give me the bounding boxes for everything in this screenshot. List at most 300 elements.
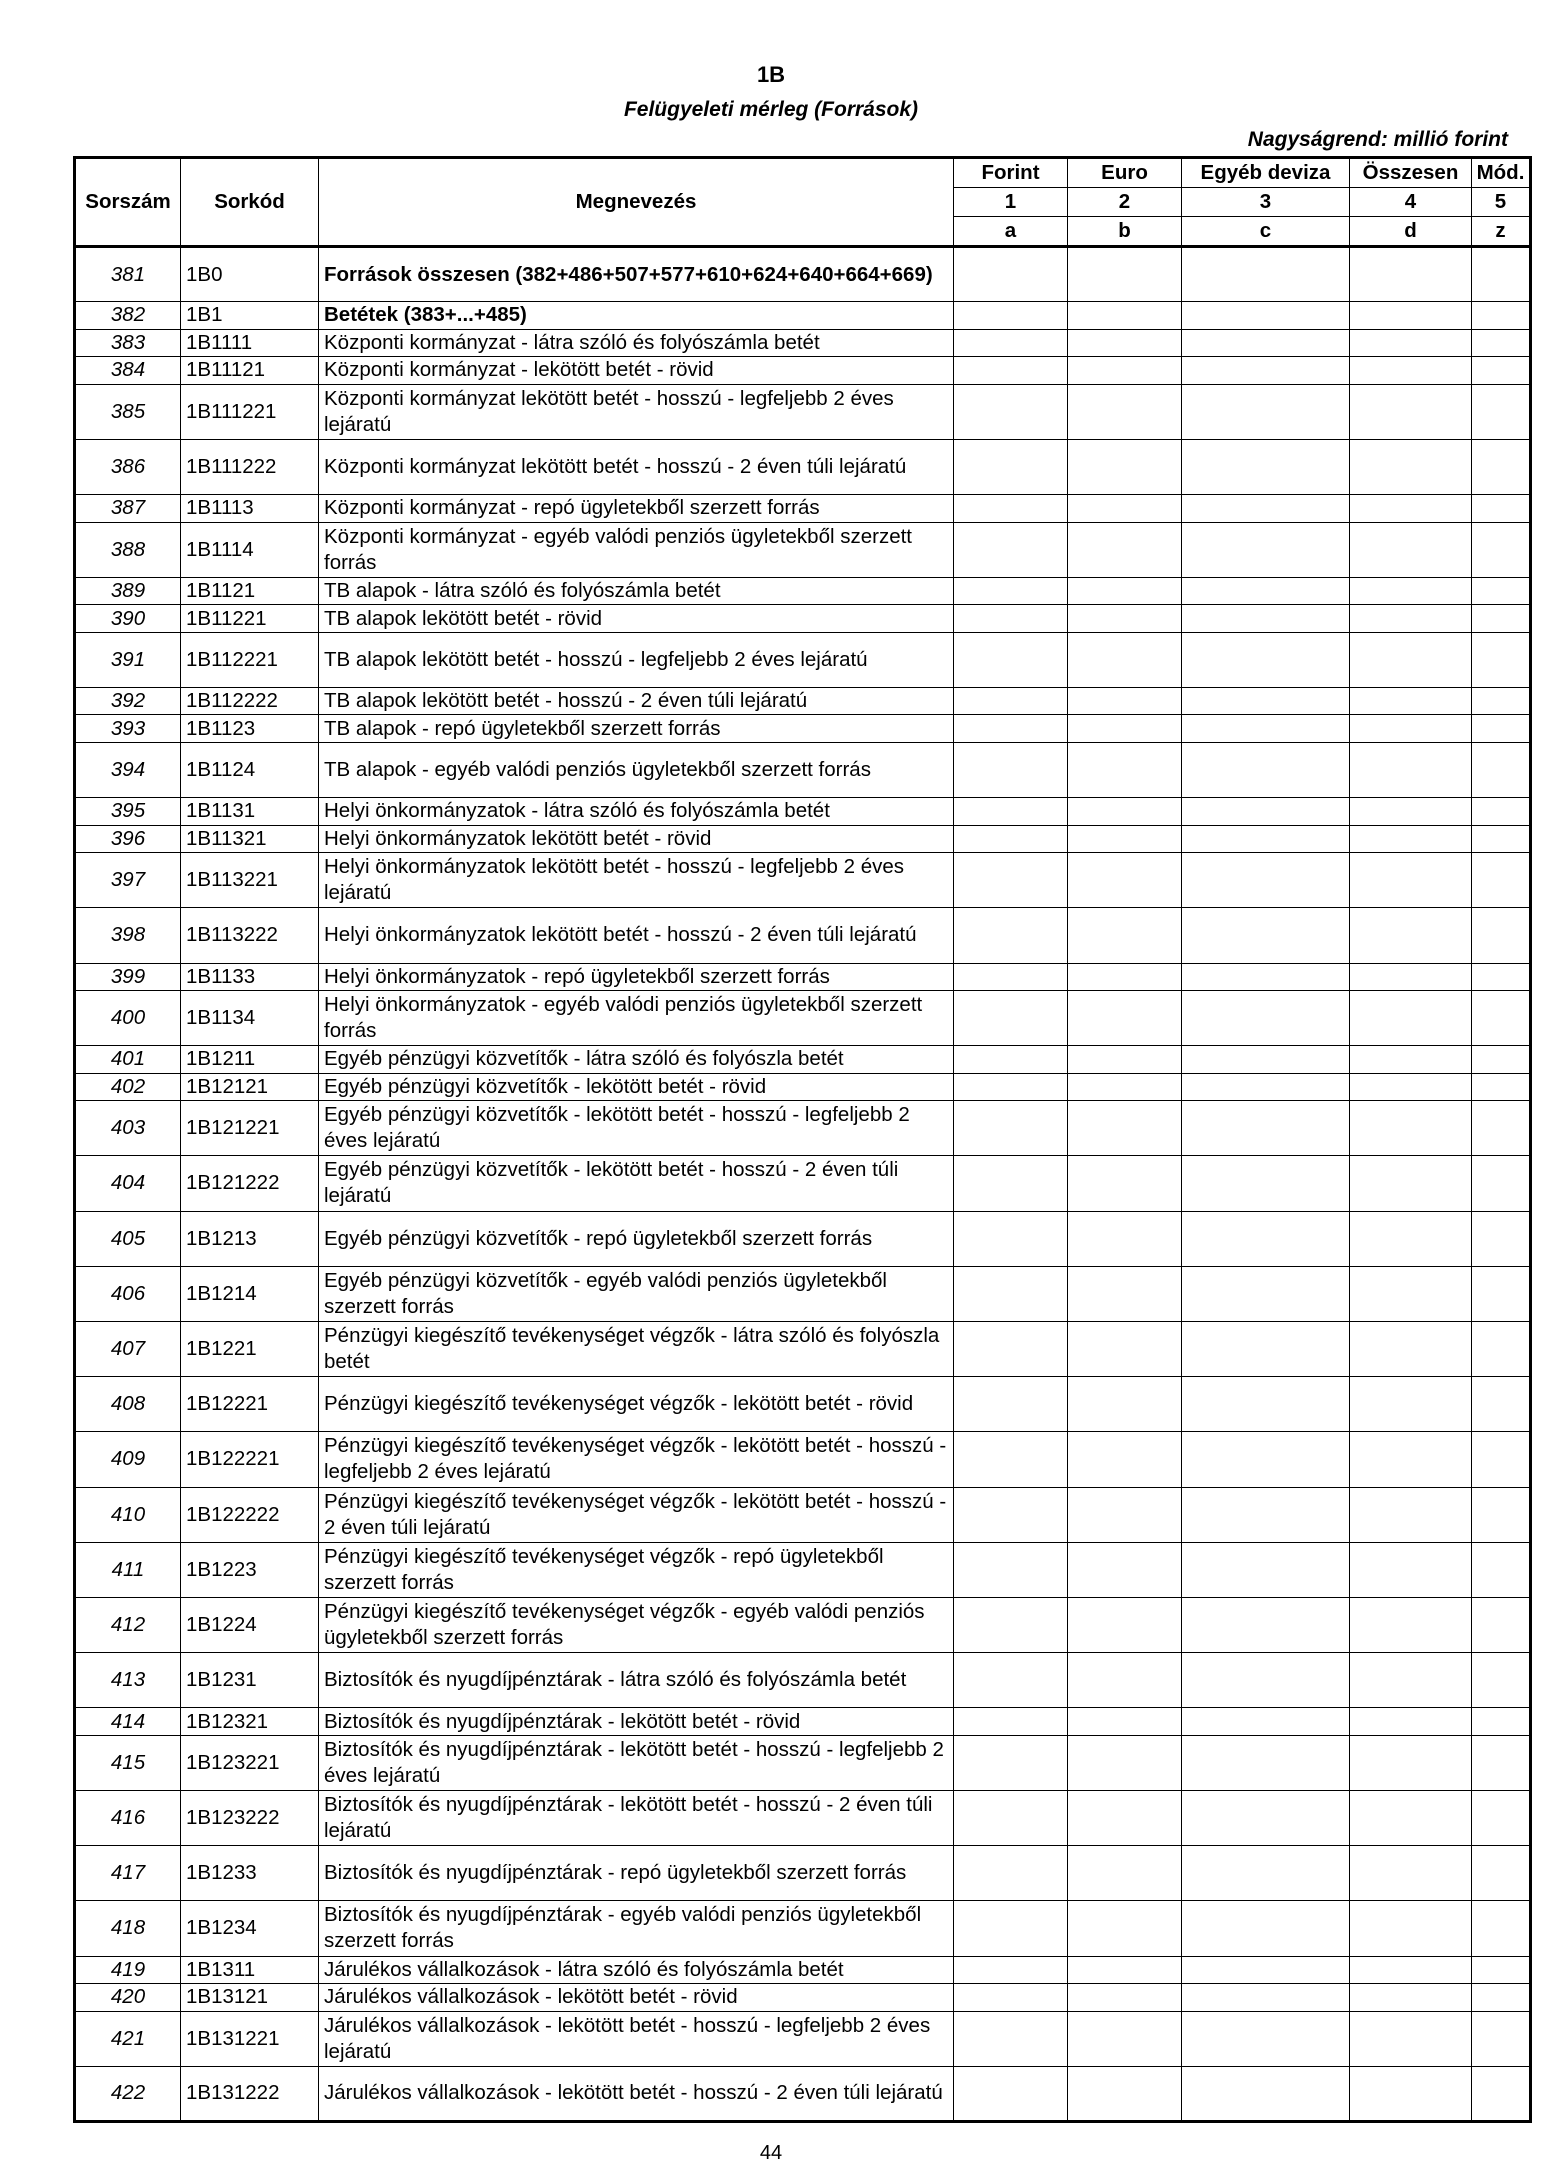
value-cell[interactable] [1472,1046,1531,1074]
row-name: Biztosítók és nyugdíjpénztárak - egyéb valódi penziós ügyletekből szerzett forrás [319,1901,954,1956]
value-cell[interactable] [954,1901,1068,1956]
value-cell[interactable] [954,1790,1068,1845]
row-name: Központi kormányzat - látra szóló és folyószámla betét [319,329,954,357]
value-cell[interactable] [1472,522,1531,577]
row-code: 1B113221 [181,853,319,908]
value-cell[interactable] [954,1432,1068,1487]
value-cell[interactable] [1182,605,1350,633]
row-number: 415 [75,1735,181,1790]
row-code: 1B131221 [181,2011,319,2066]
table-row [75,439,1531,494]
value-cell[interactable] [1182,1956,1350,1984]
value-cell[interactable] [1068,1156,1182,1211]
row-number: 396 [75,825,181,853]
row-code: 1B121221 [181,1101,319,1156]
value-cell[interactable] [1068,1597,1182,1652]
row-code: 1B121222 [181,1156,319,1211]
value-cell[interactable] [1182,247,1350,302]
unit-label: Nagyságrend: millió forint [1247,128,1508,151]
value-cell[interactable] [1472,247,1531,302]
value-cell[interactable] [1068,991,1182,1046]
value-cell[interactable] [1182,991,1350,1046]
value-cell[interactable] [1350,2066,1472,2121]
header-osszesen: Összesen [1350,158,1472,188]
table-row [75,1708,1531,1736]
value-cell[interactable] [1182,632,1350,687]
row-code: 1B1114 [181,522,319,577]
table-row [75,1377,1531,1432]
value-cell[interactable] [1068,715,1182,743]
value-cell[interactable] [1472,302,1531,330]
header-letter: z [1472,217,1531,247]
value-cell[interactable] [1182,1597,1350,1652]
row-code: 1B131222 [181,2066,319,2121]
value-cell[interactable] [954,1653,1068,1708]
value-cell[interactable] [1068,1321,1182,1376]
row-name: Pénzügyi kiegészítő tevékenységet végzők - egyéb valódi penziós ügyletekből szerzett forrás [319,1597,954,1652]
value-cell[interactable] [1068,1708,1182,1736]
table-code: 1B [756,62,786,87]
value-cell[interactable] [1350,908,1472,963]
value-cell[interactable] [1182,908,1350,963]
row-code: 1B1224 [181,1597,319,1652]
value-cell[interactable] [1472,632,1531,687]
value-cell[interactable] [1182,1211,1350,1266]
value-cell[interactable] [954,825,1068,853]
value-cell[interactable] [954,1542,1068,1597]
table-row [75,825,1531,853]
value-cell[interactable] [1472,1653,1531,1708]
row-number: 391 [75,632,181,687]
value-cell[interactable] [954,798,1068,826]
value-cell[interactable] [1350,1101,1472,1156]
value-cell[interactable] [954,1073,1068,1101]
value-cell[interactable] [1350,715,1472,743]
row-number: 412 [75,1597,181,1652]
value-cell[interactable] [1472,1790,1531,1845]
value-cell[interactable] [1472,687,1531,715]
value-cell[interactable] [1472,384,1531,439]
row-number: 383 [75,329,181,357]
table-row [75,2011,1531,2066]
value-cell[interactable] [1350,1073,1472,1101]
value-cell[interactable] [1350,247,1472,302]
value-cell[interactable] [1350,2011,1472,2066]
value-cell[interactable] [1472,357,1531,385]
row-code: 1B122222 [181,1487,319,1542]
value-cell[interactable] [954,742,1068,797]
value-cell[interactable] [1182,1156,1350,1211]
value-cell[interactable] [1182,1321,1350,1376]
value-cell[interactable] [1068,1984,1182,2012]
value-cell[interactable] [1472,1597,1531,1652]
value-cell[interactable] [1350,1846,1472,1901]
value-cell[interactable] [1350,853,1472,908]
value-cell[interactable] [954,2011,1068,2066]
value-cell[interactable] [1472,1901,1531,1956]
value-cell[interactable] [1350,605,1472,633]
value-cell[interactable] [1350,522,1472,577]
value-cell[interactable] [954,1708,1068,1736]
row-name: Pénzügyi kiegészítő tevékenységet végzők - repó ügyletekből szerzett forrás [319,1542,954,1597]
row-number: 421 [75,2011,181,2066]
row-name: Pénzügyi kiegészítő tevékenységet végzők - látra szóló és folyószla betét [319,1321,954,1376]
value-cell[interactable] [1350,825,1472,853]
value-cell[interactable] [1182,715,1350,743]
value-cell[interactable] [1350,1901,1472,1956]
value-cell[interactable] [1068,605,1182,633]
value-cell[interactable] [954,439,1068,494]
row-code: 1B1111 [181,329,319,357]
value-cell[interactable] [1182,825,1350,853]
value-cell[interactable] [1068,853,1182,908]
row-code: 1B1134 [181,991,319,1046]
value-cell[interactable] [1068,908,1182,963]
value-cell[interactable] [1182,1708,1350,1736]
value-cell[interactable] [1350,1956,1472,1984]
value-cell[interactable] [1182,1653,1350,1708]
value-cell[interactable] [1472,1211,1531,1266]
value-cell[interactable] [1068,1211,1182,1266]
value-cell[interactable] [1472,1156,1531,1211]
value-cell[interactable] [1350,577,1472,605]
value-cell[interactable] [1068,1046,1182,1074]
table-row [75,1156,1531,1211]
value-cell[interactable] [1472,605,1531,633]
value-cell[interactable] [1182,302,1350,330]
value-cell[interactable] [1182,1432,1350,1487]
row-code: 1B11221 [181,605,319,633]
value-cell[interactable] [1068,1790,1182,1845]
value-cell[interactable] [1182,522,1350,577]
value-cell[interactable] [1068,302,1182,330]
row-number: 385 [75,384,181,439]
row-name: Egyéb pénzügyi közvetítők - lekötött betét - hosszú - 2 éven túli lejáratú [319,1156,954,1211]
value-cell[interactable] [954,715,1068,743]
value-cell[interactable] [1472,1073,1531,1101]
value-cell[interactable] [1350,1708,1472,1736]
table-row [75,1735,1531,1790]
row-number: 414 [75,1708,181,1736]
value-cell[interactable] [954,991,1068,1046]
row-number: 417 [75,1846,181,1901]
value-cell[interactable] [954,963,1068,991]
row-name: Központi kormányzat lekötött betét - hosszú - legfeljebb 2 éves lejáratú [319,384,954,439]
value-cell[interactable] [1350,439,1472,494]
value-cell[interactable] [954,1211,1068,1266]
row-code: 1B12221 [181,1377,319,1432]
value-cell[interactable] [1068,1956,1182,1984]
value-cell[interactable] [954,1984,1068,2012]
value-cell[interactable] [954,522,1068,577]
value-cell[interactable] [1182,1735,1350,1790]
value-cell[interactable] [954,1956,1068,1984]
value-cell[interactable] [1182,384,1350,439]
value-cell[interactable] [1350,1321,1472,1376]
value-cell[interactable] [954,329,1068,357]
value-cell[interactable] [1182,1790,1350,1845]
value-cell[interactable] [954,1846,1068,1901]
value-cell[interactable] [1182,1266,1350,1321]
value-cell[interactable] [954,1156,1068,1211]
value-cell[interactable] [1182,495,1350,523]
value-cell[interactable] [1068,1735,1182,1790]
row-code: 1B12121 [181,1073,319,1101]
value-cell[interactable] [954,908,1068,963]
value-cell[interactable] [1068,247,1182,302]
value-cell[interactable] [1472,715,1531,743]
value-cell[interactable] [1350,357,1472,385]
value-cell[interactable] [1068,439,1182,494]
row-name: Központi kormányzat - egyéb valódi penziós ügyletekből szerzett forrás [319,522,954,577]
value-cell[interactable] [1472,329,1531,357]
value-cell[interactable] [1350,1597,1472,1652]
value-cell[interactable] [1068,522,1182,577]
value-cell[interactable] [1068,329,1182,357]
table-body [75,247,1531,2122]
value-cell[interactable] [1472,1735,1531,1790]
value-cell[interactable] [1068,2066,1182,2121]
value-cell[interactable] [1068,577,1182,605]
value-cell[interactable] [1472,439,1531,494]
value-cell[interactable] [1182,853,1350,908]
value-cell[interactable] [954,853,1068,908]
value-cell[interactable] [1182,798,1350,826]
row-name: Járulékos vállalkozások - lekötött betét - hosszú - legfeljebb 2 éves lejáratú [319,2011,954,2066]
row-code: 1B122221 [181,1432,319,1487]
value-cell[interactable] [954,1735,1068,1790]
value-cell[interactable] [1472,1542,1531,1597]
value-cell[interactable] [1068,357,1182,385]
value-cell[interactable] [1068,384,1182,439]
value-cell[interactable] [1472,1708,1531,1736]
row-number: 411 [75,1542,181,1597]
value-cell[interactable] [1068,742,1182,797]
value-cell[interactable] [954,1046,1068,1074]
value-cell[interactable] [954,247,1068,302]
value-cell[interactable] [954,495,1068,523]
table-row [75,1790,1531,1845]
row-number: 381 [75,247,181,302]
value-cell[interactable] [1182,577,1350,605]
value-cell[interactable] [1068,825,1182,853]
value-cell[interactable] [1350,963,1472,991]
value-cell[interactable] [954,1377,1068,1432]
value-cell[interactable] [1472,1101,1531,1156]
table-row [75,1266,1531,1321]
value-cell[interactable] [1350,1432,1472,1487]
value-cell[interactable] [1350,742,1472,797]
header-sorkod: Sorkód [181,158,319,247]
value-cell[interactable] [1472,1321,1531,1376]
row-number: 405 [75,1211,181,1266]
value-cell[interactable] [1068,1542,1182,1597]
row-code: 1B1221 [181,1321,319,1376]
value-cell[interactable] [954,1321,1068,1376]
value-cell[interactable] [1472,2066,1531,2121]
header-euro: Euro [1068,158,1182,188]
row-number: 407 [75,1321,181,1376]
value-cell[interactable] [1068,1377,1182,1432]
value-cell[interactable] [1472,495,1531,523]
value-cell[interactable] [1182,1901,1350,1956]
table-row [75,1901,1531,1956]
value-cell[interactable] [1350,1211,1472,1266]
value-cell[interactable] [954,687,1068,715]
value-cell[interactable] [954,357,1068,385]
header-letter: d [1350,217,1472,247]
value-cell[interactable] [1068,1101,1182,1156]
value-cell[interactable] [1068,687,1182,715]
value-cell[interactable] [954,632,1068,687]
row-code: 1B1121 [181,577,319,605]
value-cell[interactable] [1182,742,1350,797]
value-cell[interactable] [1472,1984,1531,2012]
value-cell[interactable] [954,302,1068,330]
table-row [75,384,1531,439]
row-code: 1B112222 [181,687,319,715]
value-cell[interactable] [1350,1653,1472,1708]
row-name: Biztosítók és nyugdíjpénztárak - lekötött betét - hosszú - legfeljebb 2 éves lejáratú [319,1735,954,1790]
value-cell[interactable] [1182,1487,1350,1542]
value-cell[interactable] [1182,1046,1350,1074]
row-name: Egyéb pénzügyi közvetítők - repó ügyletekből szerzett forrás [319,1211,954,1266]
value-cell[interactable] [1350,495,1472,523]
value-cell[interactable] [1350,1487,1472,1542]
row-name: Helyi önkormányzatok lekötött betét - hosszú - legfeljebb 2 éves lejáratú [319,853,954,908]
value-cell[interactable] [1472,1377,1531,1432]
value-cell[interactable] [1068,1653,1182,1708]
value-cell[interactable] [1350,1790,1472,1845]
table-row [75,329,1531,357]
table-row [75,1984,1531,2012]
value-cell[interactable] [1350,632,1472,687]
row-number: 394 [75,742,181,797]
value-cell[interactable] [1182,1846,1350,1901]
value-cell[interactable] [1472,798,1531,826]
value-cell[interactable] [1068,632,1182,687]
row-number: 397 [75,853,181,908]
header-sorszam: Sorszám [75,158,181,247]
value-cell[interactable] [1068,2011,1182,2066]
table-row [75,963,1531,991]
header-mod: Mód. [1472,158,1531,188]
value-cell[interactable] [954,384,1068,439]
value-cell[interactable] [1182,687,1350,715]
value-cell[interactable] [954,605,1068,633]
value-cell[interactable] [1182,1984,1350,2012]
value-cell[interactable] [1472,1432,1531,1487]
table-row [75,853,1531,908]
value-cell[interactable] [1068,798,1182,826]
row-name: Pénzügyi kiegészítő tevékenységet végzők - lekötött betét - hosszú - legfeljebb 2 éves lejáratú [319,1432,954,1487]
value-cell[interactable] [1182,1377,1350,1432]
value-cell[interactable] [1472,825,1531,853]
value-cell[interactable] [1182,2011,1350,2066]
value-cell[interactable] [1472,1266,1531,1321]
value-cell[interactable] [1068,963,1182,991]
page-number: 44 [759,2142,783,2164]
row-number: 422 [75,2066,181,2121]
value-cell[interactable] [954,2066,1068,2121]
row-number: 418 [75,1901,181,1956]
value-cell[interactable] [1182,1101,1350,1156]
value-cell[interactable] [1068,1073,1182,1101]
value-cell[interactable] [1182,329,1350,357]
value-cell[interactable] [954,1597,1068,1652]
row-code: 1B113222 [181,908,319,963]
value-cell[interactable] [1182,1073,1350,1101]
value-cell[interactable] [1182,357,1350,385]
value-cell[interactable] [1182,1542,1350,1597]
value-cell[interactable] [1068,1266,1182,1321]
value-cell[interactable] [1472,742,1531,797]
value-cell[interactable] [1350,687,1472,715]
value-cell[interactable] [1472,908,1531,963]
value-cell[interactable] [1350,991,1472,1046]
table-row [75,1101,1531,1156]
row-name: Központi kormányzat lekötött betét - hosszú - 2 éven túli lejáratú [319,439,954,494]
value-cell[interactable] [1472,963,1531,991]
value-cell[interactable] [1182,2066,1350,2121]
table-row [75,908,1531,963]
value-cell[interactable] [1068,495,1182,523]
row-name: TB alapok lekötött betét - rövid [319,605,954,633]
row-code: 1B1 [181,302,319,330]
value-cell[interactable] [1350,1377,1472,1432]
value-cell[interactable] [1350,302,1472,330]
header-egyeb-deviza: Egyéb deviza [1182,158,1350,188]
value-cell[interactable] [1182,439,1350,494]
value-cell[interactable] [1350,798,1472,826]
value-cell[interactable] [1068,1901,1182,1956]
value-cell[interactable] [954,1487,1068,1542]
value-cell[interactable] [1472,991,1531,1046]
table-row [75,991,1531,1046]
value-cell[interactable] [954,1101,1068,1156]
value-cell[interactable] [1472,1846,1531,1901]
value-cell[interactable] [1350,1156,1472,1211]
table-row [75,302,1531,330]
value-cell[interactable] [1350,1266,1472,1321]
row-number: 398 [75,908,181,963]
value-cell[interactable] [954,577,1068,605]
value-cell[interactable] [1472,577,1531,605]
header-letter: c [1182,217,1350,247]
value-cell[interactable] [1350,384,1472,439]
table-row [75,357,1531,385]
value-cell[interactable] [954,1266,1068,1321]
value-cell[interactable] [1472,853,1531,908]
value-cell[interactable] [1068,1846,1182,1901]
value-cell[interactable] [1472,1956,1531,1984]
value-cell[interactable] [1350,1984,1472,2012]
value-cell[interactable] [1350,1046,1472,1074]
value-cell[interactable] [1068,1432,1182,1487]
value-cell[interactable] [1350,329,1472,357]
row-number: 388 [75,522,181,577]
row-name: Helyi önkormányzatok - egyéb valódi penziós ügyletekből szerzett forrás [319,991,954,1046]
value-cell[interactable] [1350,1542,1472,1597]
table-row [75,2066,1531,2121]
row-name: Biztosítók és nyugdíjpénztárak - repó ügyletekből szerzett forrás [319,1846,954,1901]
value-cell[interactable] [1472,2011,1531,2066]
value-cell[interactable] [1472,1487,1531,1542]
value-cell[interactable] [1182,963,1350,991]
row-name: Biztosítók és nyugdíjpénztárak - látra szóló és folyószámla betét [319,1653,954,1708]
value-cell[interactable] [1350,1735,1472,1790]
value-cell[interactable] [1068,1487,1182,1542]
